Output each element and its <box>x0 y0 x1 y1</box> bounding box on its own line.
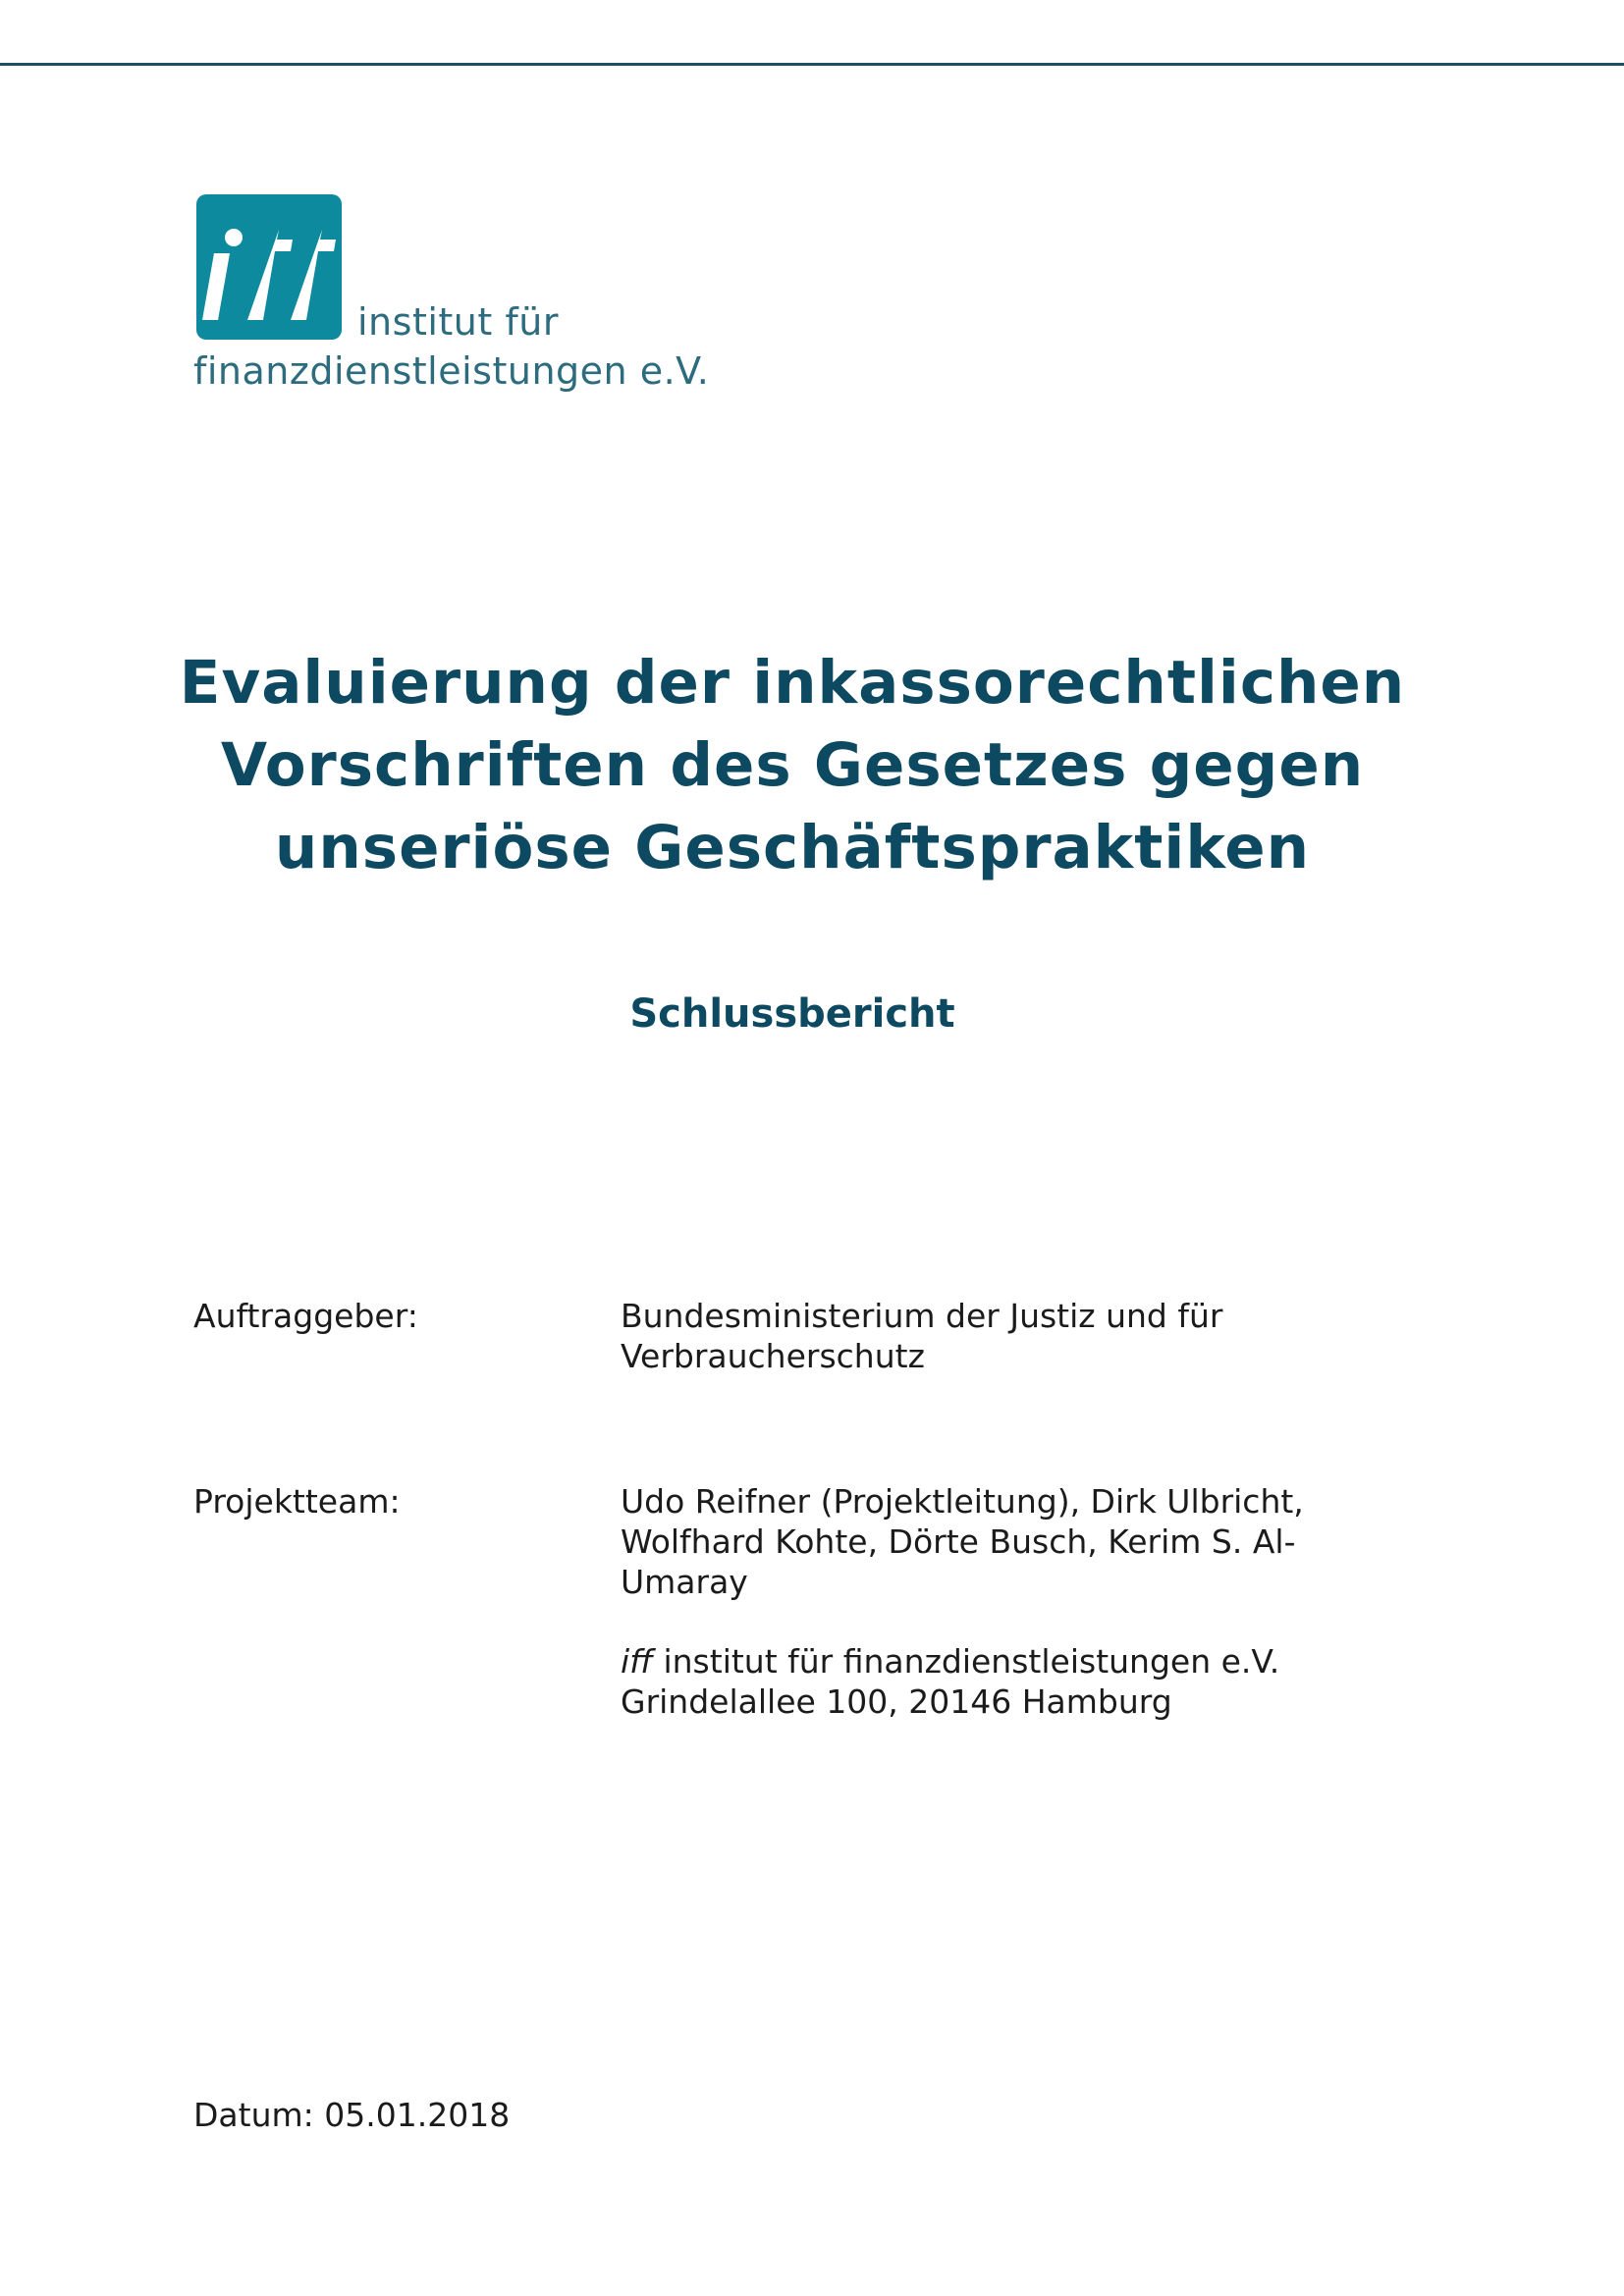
team-members <box>621 1481 1367 1602</box>
team-line-3: Umaray <box>621 1563 748 1601</box>
team-label: Projektteam: <box>193 1482 401 1521</box>
client-value <box>621 1296 1367 1376</box>
client-line-1: Bundesministerium der Justiz und für <box>621 1297 1223 1335</box>
team-line-1: Udo Reifner (Projektleitung), Dirk Ulbricht, <box>621 1482 1304 1521</box>
document-date: Datum: 05.01.2018 <box>193 2096 511 2134</box>
title-line-2: Vorschriften des Gesetzes gegen <box>220 730 1365 800</box>
organization-block <box>621 1641 1367 1722</box>
client-label: Auftraggeber: <box>193 1297 418 1335</box>
title-line-3: unseriöse Geschäftspraktiken <box>274 813 1311 882</box>
document-title <box>177 642 1408 889</box>
organization-abbr: iff <box>621 1642 653 1681</box>
organization-address: Grindelallee 100, 20146 Hamburg <box>621 1682 1172 1721</box>
organization-full-name: institut für finanzdienstleistungen e.V. <box>652 1642 1280 1681</box>
top-rule <box>0 63 1624 66</box>
client-line-2: Verbraucherschutz <box>621 1337 925 1375</box>
team-line-2: Wolfhard Kohte, Dörte Busch, Kerim S. Al- <box>621 1522 1296 1561</box>
document-subtitle: Schlussbericht <box>629 991 955 1037</box>
logo-text-line1: institut für <box>357 300 559 344</box>
organization-name <box>621 1641 1367 1682</box>
iff-logo-mark <box>196 194 342 340</box>
title-line-1: Evaluierung der inkassorechtlichen <box>179 648 1406 718</box>
logo-text-line2: finanzdienstleistungen e.V. <box>193 349 710 393</box>
